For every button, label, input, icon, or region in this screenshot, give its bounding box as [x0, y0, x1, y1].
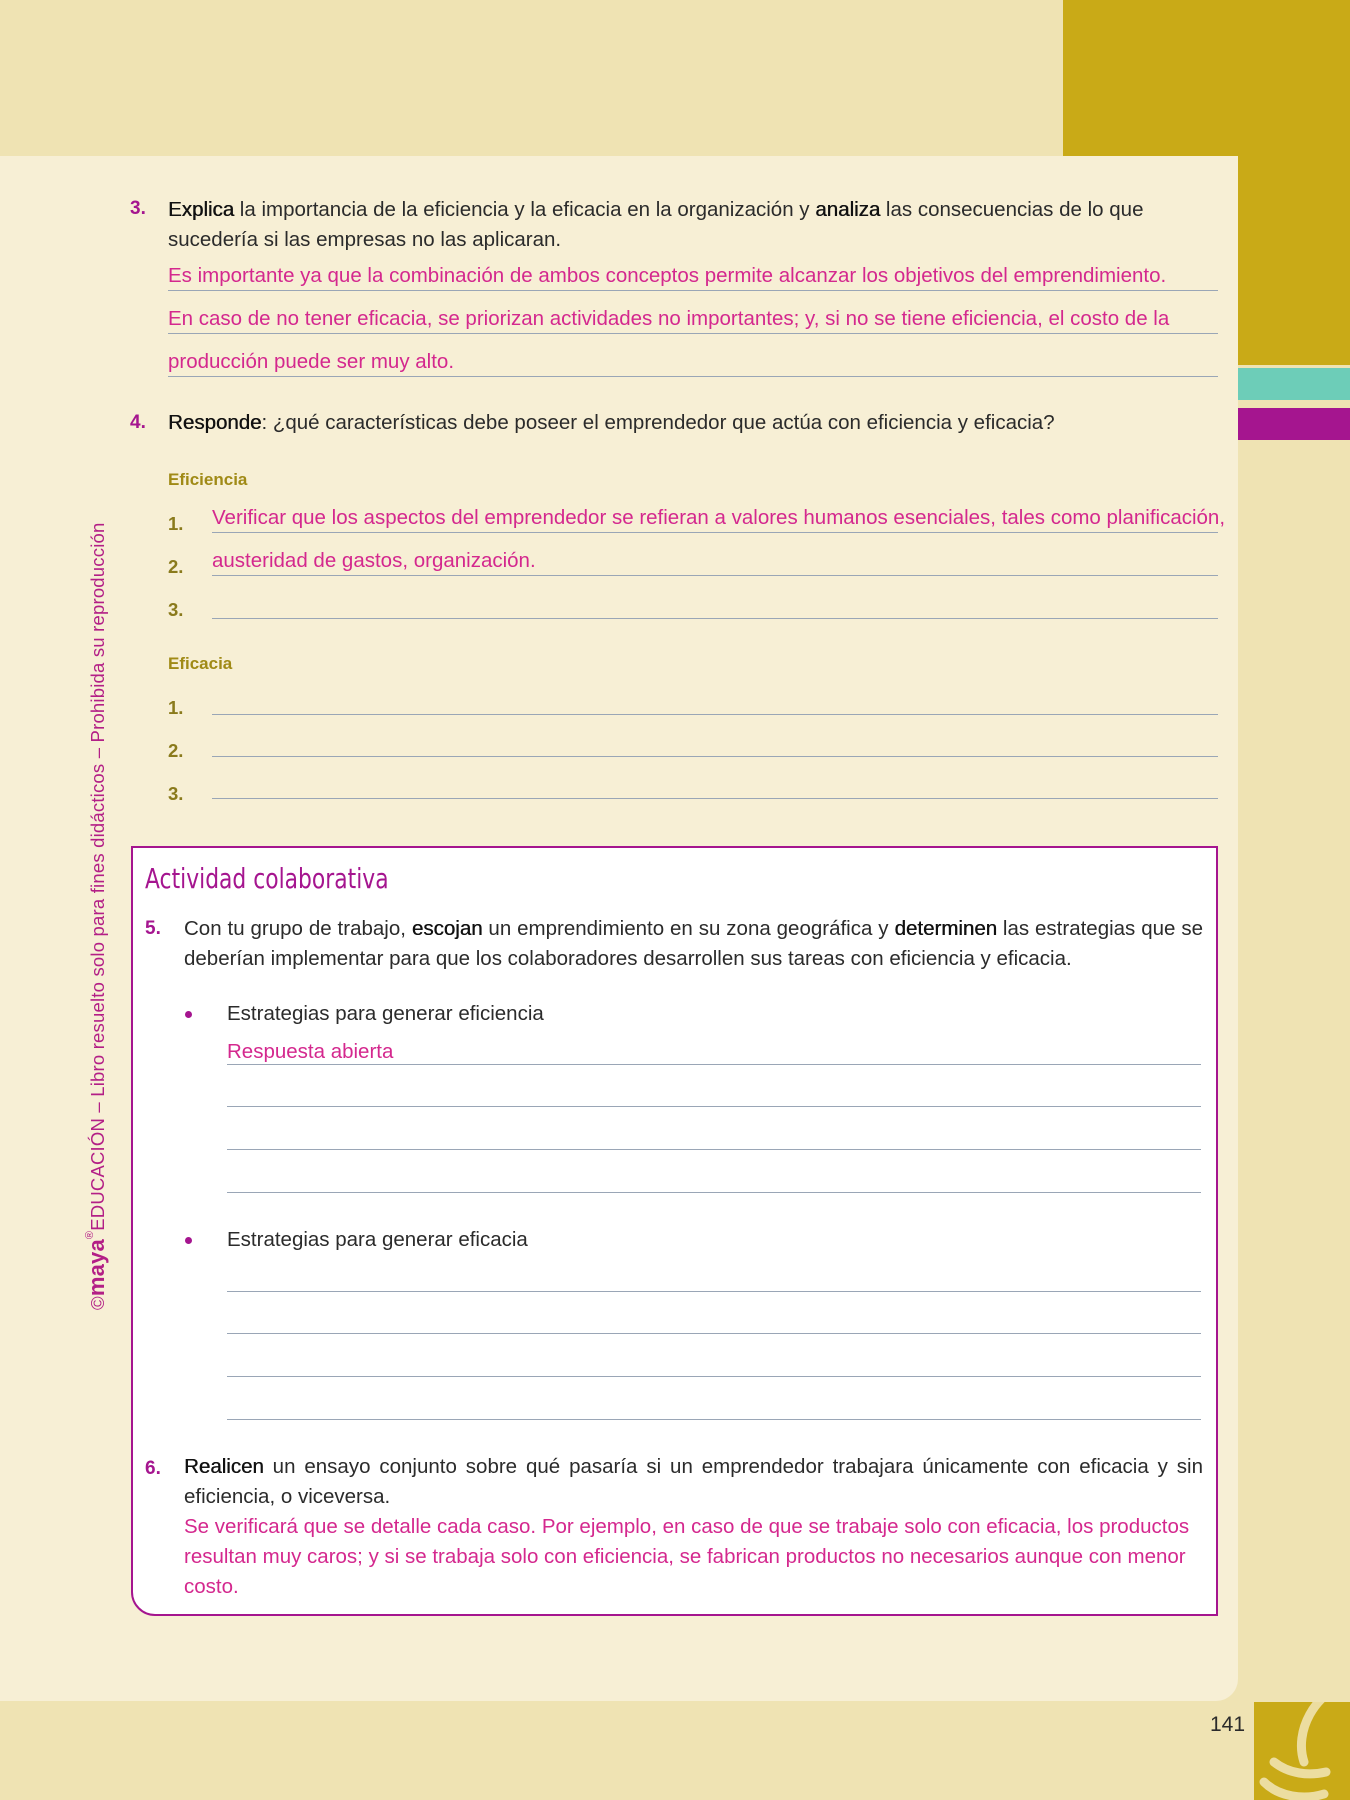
bullet-eficiencia-label: Estrategias para generar eficiencia [227, 1002, 544, 1025]
lightbulb-icon [1254, 1702, 1350, 1800]
question-6-verb: Realicen [184, 1455, 264, 1478]
question-6-text: un ensayo conjunto sobre qué pasaría si un emprendedor trabajara únicamente con eficacia y sin eficiencia, o viceversa. [184, 1455, 1203, 1508]
question-5-verb-determinen: determinen [894, 917, 998, 940]
eficiencia-item-number: 1. [168, 513, 184, 534]
answer-line [212, 618, 1218, 619]
answer-line [227, 1291, 1201, 1292]
question-3-answer-2: En caso de no tener eficacia, se priorizan actividades no importantes; y, si no se tiene eficiencia, el costo de la [168, 307, 1170, 330]
question-3-answer-1: Es importante ya que la combinación de ambos conceptos permite alcanzar los objetivos del emprendimiento. [168, 264, 1167, 287]
right-margin-strip [1238, 365, 1350, 1705]
page-number: 141 [1210, 1713, 1246, 1736]
corner-decoration [1254, 1702, 1350, 1800]
copyright-notice [84, 523, 110, 1310]
answer-line [212, 756, 1218, 757]
answer-line [212, 714, 1218, 715]
answer-line [227, 1106, 1201, 1107]
question-5-prompt [184, 914, 1203, 974]
registered-mark: ® [84, 1230, 96, 1240]
question-3-number: 3. [130, 198, 146, 219]
answer-line [212, 532, 1218, 533]
bullet-dot [185, 1011, 192, 1018]
answer-line [227, 1064, 1201, 1065]
question-3-verb-explica: Explica [168, 198, 235, 221]
answer-line [227, 1149, 1201, 1150]
question-5-text-3: las estrategias que se deberían implementar para que los colaboradores desarrollen sus tareas con eficiencia y eficacia. [184, 917, 1203, 970]
teal-edge-tab [1238, 368, 1350, 400]
question-4-verb: Responde [168, 411, 262, 434]
bullet-eficiencia-answer: Respuesta abierta [227, 1040, 394, 1063]
answer-line [212, 798, 1218, 799]
eficacia-heading: Eficacia [168, 654, 233, 673]
question-5-text-2: un emprendimiento en su zona geográfica y [482, 917, 895, 940]
question-6-prompt [184, 1452, 1203, 1512]
eficiencia-item-number: 3. [168, 599, 184, 620]
eficiencia-heading: Eficiencia [168, 470, 248, 489]
question-4-text: : ¿qué características debe poseer el emprendedor que actúa con eficiencia y eficacia? [261, 411, 1055, 434]
eficiencia-answer-1: Verificar que los aspectos del emprendedor se refieran a valores humanos esenciales, tales como planificación, [212, 506, 1226, 529]
question-4-number: 4. [130, 412, 146, 433]
copyright-symbol: © [87, 1296, 108, 1310]
question-4-prompt [168, 408, 1223, 438]
bullet-dot [185, 1237, 192, 1244]
answer-line [227, 1376, 1201, 1377]
answer-line [212, 575, 1218, 576]
eficiencia-answer-2: austeridad de gastos, organización. [212, 549, 536, 572]
brand-logo: maya [84, 1239, 109, 1297]
question-3-text-1: la importancia de la eficiencia y la eficacia en la organización y [234, 198, 816, 221]
collaborative-activity-title: Actividad colaborativa [145, 862, 389, 895]
eficiencia-item-number: 2. [168, 556, 184, 577]
answer-line [168, 333, 1218, 334]
answer-line [168, 376, 1218, 377]
answer-line [227, 1192, 1201, 1193]
magenta-edge-tab [1238, 408, 1350, 440]
question-3-prompt [168, 195, 1223, 255]
copyright-text: EDUCACIÓN – Libro resuelto solo para fines didácticos – Prohibida su reproducción [87, 522, 108, 1231]
eficacia-item-number: 1. [168, 697, 184, 718]
answer-line [227, 1419, 1201, 1420]
question-3-answer-3: producción puede ser muy alto. [168, 350, 455, 373]
question-3-text-2: las consecuencias de lo que sucedería si las empresas no las aplicaran. [168, 198, 1144, 251]
question-5-number: 5. [145, 918, 161, 939]
eficacia-item-number: 2. [168, 740, 184, 761]
question-6-number: 6. [145, 1458, 161, 1479]
answer-line [227, 1333, 1201, 1334]
answer-line [168, 290, 1218, 291]
bullet-eficacia-label: Estrategias para generar eficacia [227, 1228, 528, 1251]
question-5-verb-escojan: escojan [411, 917, 483, 940]
question-6-answer: Se verificará que se detalle cada caso. Por ejemplo, en caso de que se trabaje solo con eficacia, los productos resultan muy caros; y si se trabaja solo con eficiencia, se fabrican productos no necesarios aunque con menor costo. [184, 1515, 1190, 1598]
eficacia-item-number: 3. [168, 783, 184, 804]
bottom-band [0, 1702, 1254, 1800]
question-3-verb-analiza: analiza [815, 198, 881, 221]
question-5-text-1: Con tu grupo de trabajo, [184, 917, 412, 940]
